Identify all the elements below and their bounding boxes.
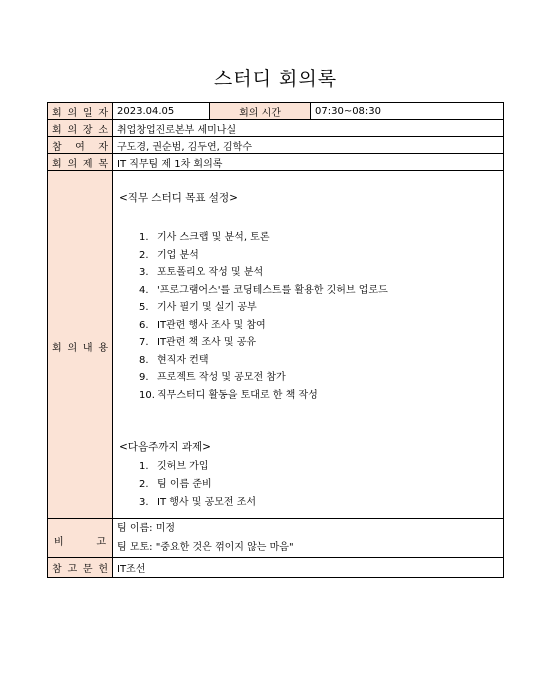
label-attendees: 참 여 자: [48, 137, 113, 154]
row-content: [48, 171, 504, 519]
list-item: 4. '프로그램어스'를 코딩테스트를 활용한 깃허브 업로드: [139, 285, 388, 296]
value-meeting-time: 07:30~08:30: [311, 103, 504, 120]
value-subject: IT 직무팀 제 1차 회의록: [113, 154, 504, 171]
list-item: 2. 팀 이름 준비: [139, 479, 212, 490]
goals-heading: <직무 스터디 목표 설정>: [119, 192, 238, 204]
row-meeting-place: [48, 120, 504, 137]
label-subject: 회 의 제 목: [48, 154, 113, 171]
label-meeting-time: 회의 시간: [210, 103, 311, 120]
list-item: 2. 기업 분석: [139, 250, 199, 261]
list-item: 6. IT관련 행사 조사 및 참여: [139, 320, 266, 331]
value-remarks: [113, 519, 504, 558]
list-item: 9. 프로젝트 작성 및 공모전 참가: [139, 372, 286, 383]
row-references: [48, 558, 504, 578]
list-item: 3. 포토폴리오 작성 및 분석: [139, 267, 264, 278]
row-remarks: [48, 519, 504, 558]
list-item: 3. IT 행사 및 공모전 조서: [139, 497, 257, 508]
label-remarks: 비 고: [48, 519, 113, 558]
list-item: 10. 직무스터디 활동을 토대로 한 책 작성: [139, 390, 318, 401]
list-item: 1. 깃허브 가입: [139, 461, 209, 472]
document-title: 스터디 회의록: [213, 68, 338, 90]
label-meeting-place: 회 의 장 소: [48, 120, 113, 137]
value-meeting-date: 2023.04.05: [113, 103, 210, 120]
row-subject: [48, 154, 504, 171]
row-meeting-date: [48, 103, 504, 120]
label-content: 회 의 내 용: [48, 171, 113, 519]
list-item: 5. 기사 필기 및 실기 공부: [139, 302, 257, 313]
label-references: 참 고 문 헌: [48, 558, 113, 578]
list-item: 1. 기사 스크랩 및 분석, 토론: [139, 232, 270, 243]
value-attendees: 구도경, 권순범, 김두연, 김학수: [113, 137, 504, 154]
value-references: IT조선: [113, 558, 504, 578]
label-meeting-date: 회 의 일 자: [48, 103, 113, 120]
value-meeting-place: 취업창업진로본부 세미나실: [113, 120, 504, 137]
list-item: 8. 현직자 컨택: [139, 355, 209, 366]
minutes-table: [47, 102, 504, 578]
value-content: [113, 171, 504, 519]
row-attendees: [48, 137, 504, 154]
team-name-line: 팀 이름: 미정: [117, 523, 176, 534]
tasks-heading: <다음주까지 과제>: [119, 441, 211, 453]
team-motto-line: 팀 모토: "중요한 것은 꺾이지 않는 마음": [117, 542, 294, 553]
list-item: 7. IT관련 책 조사 및 공유: [139, 337, 257, 348]
